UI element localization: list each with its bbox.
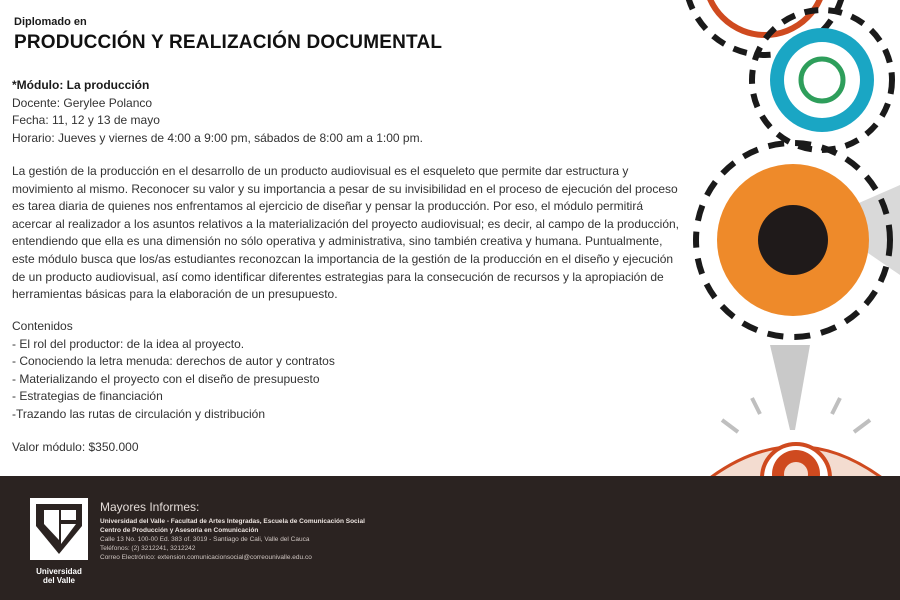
contact-phone: Teléfonos: (2) 3212241, 3212242 — [100, 545, 196, 552]
contents-heading: Contenidos — [12, 319, 73, 333]
kicker: Diplomado en — [14, 16, 87, 28]
logo-line-2: del Valle — [42, 576, 76, 585]
page-title: PRODUCCIÓN Y REALIZACIÓN DOCUMENTAL — [14, 32, 443, 53]
description: La gestión de la producción en el desarrollo de un producto audiovisual es el esqueleto que permite dar estructura y movimiento al mismo. Reconocer su valor y su importancia a pesar de su invisibilidad en el proceso de ejecución del proceso es tarea diaria de quienes nos enfrentamos al ejercicio de diseñar y pensar la producción. Por eso, el módulo permitirá acercar al realizador a los asuntos relativos a la materialización del proyecto audiovisual; es decir, al campo de la producción, entendiendo que ella es una dimensión no sólo operativa y administrativa, sino también creativa y humana. Puntualmente, este módulo busca que los/as estudiantes reconozcan la importancia de la gestión de la producción en el diseño y ejecución de un producto audiovisual, así como identificar diferentes estrategias para la consecución de recursos y la apropiación de herramientas básicas para la elaboración de un presupuesto. — [12, 164, 680, 302]
teacher: Docente: Gerylee Polanco — [12, 95, 153, 110]
grey-beam — [770, 345, 810, 430]
contact-line: Centro de Producción y Asesoría en Comunicación — [100, 527, 259, 534]
teal-inner-white — [784, 42, 860, 118]
ray-left — [722, 420, 738, 432]
ray-right — [854, 420, 870, 432]
contact-title: Mayores Informes: — [100, 500, 200, 514]
red-arc-top — [705, 0, 825, 35]
date: Fecha: 11, 12 y 13 de mayo — [12, 113, 160, 127]
univalle-logo-icon — [30, 498, 88, 560]
list-item: -Trazando las rutas de circulación y distribución — [12, 406, 266, 421]
list-item: - El rol del productor: de la idea al proyecto. — [12, 336, 245, 351]
ray-mid-right — [832, 398, 840, 414]
header — [14, 16, 442, 54]
black-pupil — [758, 205, 828, 275]
list-item: - Materializando el proyecto con el diseño de presupuesto — [12, 371, 320, 386]
decorative-artwork — [640, 0, 900, 476]
logo-line-1: Universidad — [36, 567, 82, 576]
contact-address: Calle 13 No. 100-00 Ed. 383 of. 3019 - Santiago de Cali, Valle del Cauca — [100, 536, 310, 543]
list-item: - Estrategias de financiación — [12, 389, 163, 403]
module-price: Valor módulo: $350.000 — [12, 440, 139, 454]
list-item: - Conociendo la letra menuda: derechos de autor y contratos — [12, 354, 335, 368]
schedule: Horario: Jueves y viernes de 4:00 a 9:00 pm, sábados de 8:00 am a 1:00 pm. — [12, 130, 423, 145]
contact-line: Universidad del Valle - Facultad de Artes Integradas, Escuela de Comunicación Social — [100, 518, 365, 525]
contents-list — [12, 318, 335, 423]
ray-mid-left — [752, 398, 760, 414]
logo-name — [30, 567, 88, 585]
module-details — [12, 77, 423, 147]
contact-email: Correo Electrónico: extension.comunicacionsocial@correounivalle.edu.co — [100, 554, 312, 561]
university-logo — [30, 498, 88, 585]
module-name: *Módulo: La producción — [12, 78, 150, 92]
footer — [0, 476, 900, 600]
contact-info — [100, 500, 365, 562]
